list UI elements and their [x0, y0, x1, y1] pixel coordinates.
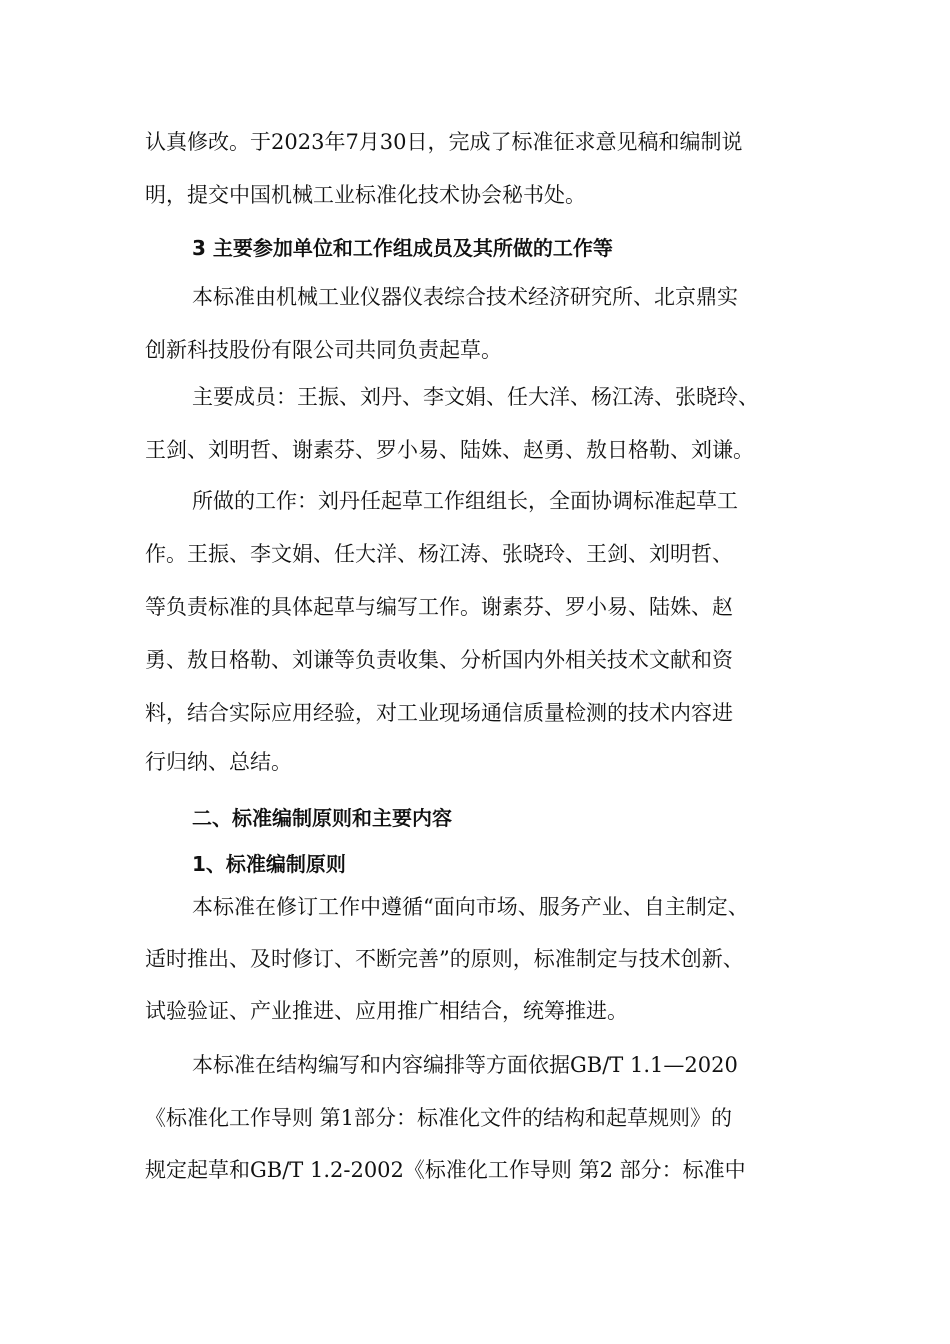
subsection-heading-principles: 1、标准编制原则	[192, 852, 346, 876]
paragraph-line: 试验验证、产业推进、应用推广相结合，统筹推进。	[145, 999, 628, 1023]
paragraph-line: 行归纳、总结。	[145, 750, 292, 774]
paragraph-line: 《标准化工作导则 第1部分：标准化文件的结构和起草规则》的	[145, 1106, 733, 1130]
section-heading-principles-content: 二、标准编制原则和主要内容	[192, 806, 452, 830]
paragraph-line: 创新科技股份有限公司共同负责起草。	[145, 338, 502, 362]
paragraph-line: 本标准在修订工作中遵循“面向市场、服务产业、自主制定、	[192, 895, 749, 919]
paragraph-line: 等负责标准的具体起草与编写工作。谢素芬、罗小易、陆姝、赵	[145, 595, 733, 619]
paragraph-line: 本标准由机械工业仪器仪表综合技术经济研究所、北京鼎实	[192, 285, 738, 309]
paragraph-line: 料，结合实际应用经验，对工业现场通信质量检测的技术内容进	[145, 701, 733, 725]
paragraph-line: 主要成员：王振、刘丹、李文娟、任大洋、杨江涛、张晓玲、	[192, 385, 759, 409]
paragraph-line: 适时推出、及时修订、不断完善”的原则，标准制定与技术创新、	[145, 947, 744, 971]
paragraph-line: 所做的工作：刘丹任起草工作组组长，全面协调标准起草工	[192, 489, 738, 513]
paragraph-line: 王剑、刘明哲、谢素芬、罗小易、陆姝、赵勇、敖日格勒、刘谦。	[145, 438, 754, 462]
paragraph-line: 作。王振、李文娟、任大洋、杨江涛、张晓玲、王剑、刘明哲、	[145, 542, 733, 566]
paragraph-line: 规定起草和GB/T 1.2-2002《标准化工作导则 第2 部分：标准中	[145, 1158, 746, 1182]
paragraph-line: 明，提交中国机械工业标准化技术协会秘书处。	[145, 183, 586, 207]
paragraph-line: 认真修改。于2023年7月30日，完成了标准征求意见稿和编制说	[145, 130, 743, 154]
paragraph-line: 勇、敖日格勒、刘谦等负责收集、分析国内外相关技术文献和资	[145, 648, 733, 672]
paragraph-line: 本标准在结构编写和内容编排等方面依据GB/T 1.1—2020	[192, 1053, 738, 1077]
section-heading-participants: 3 主要参加单位和工作组成员及其所做的工作等	[192, 236, 613, 260]
